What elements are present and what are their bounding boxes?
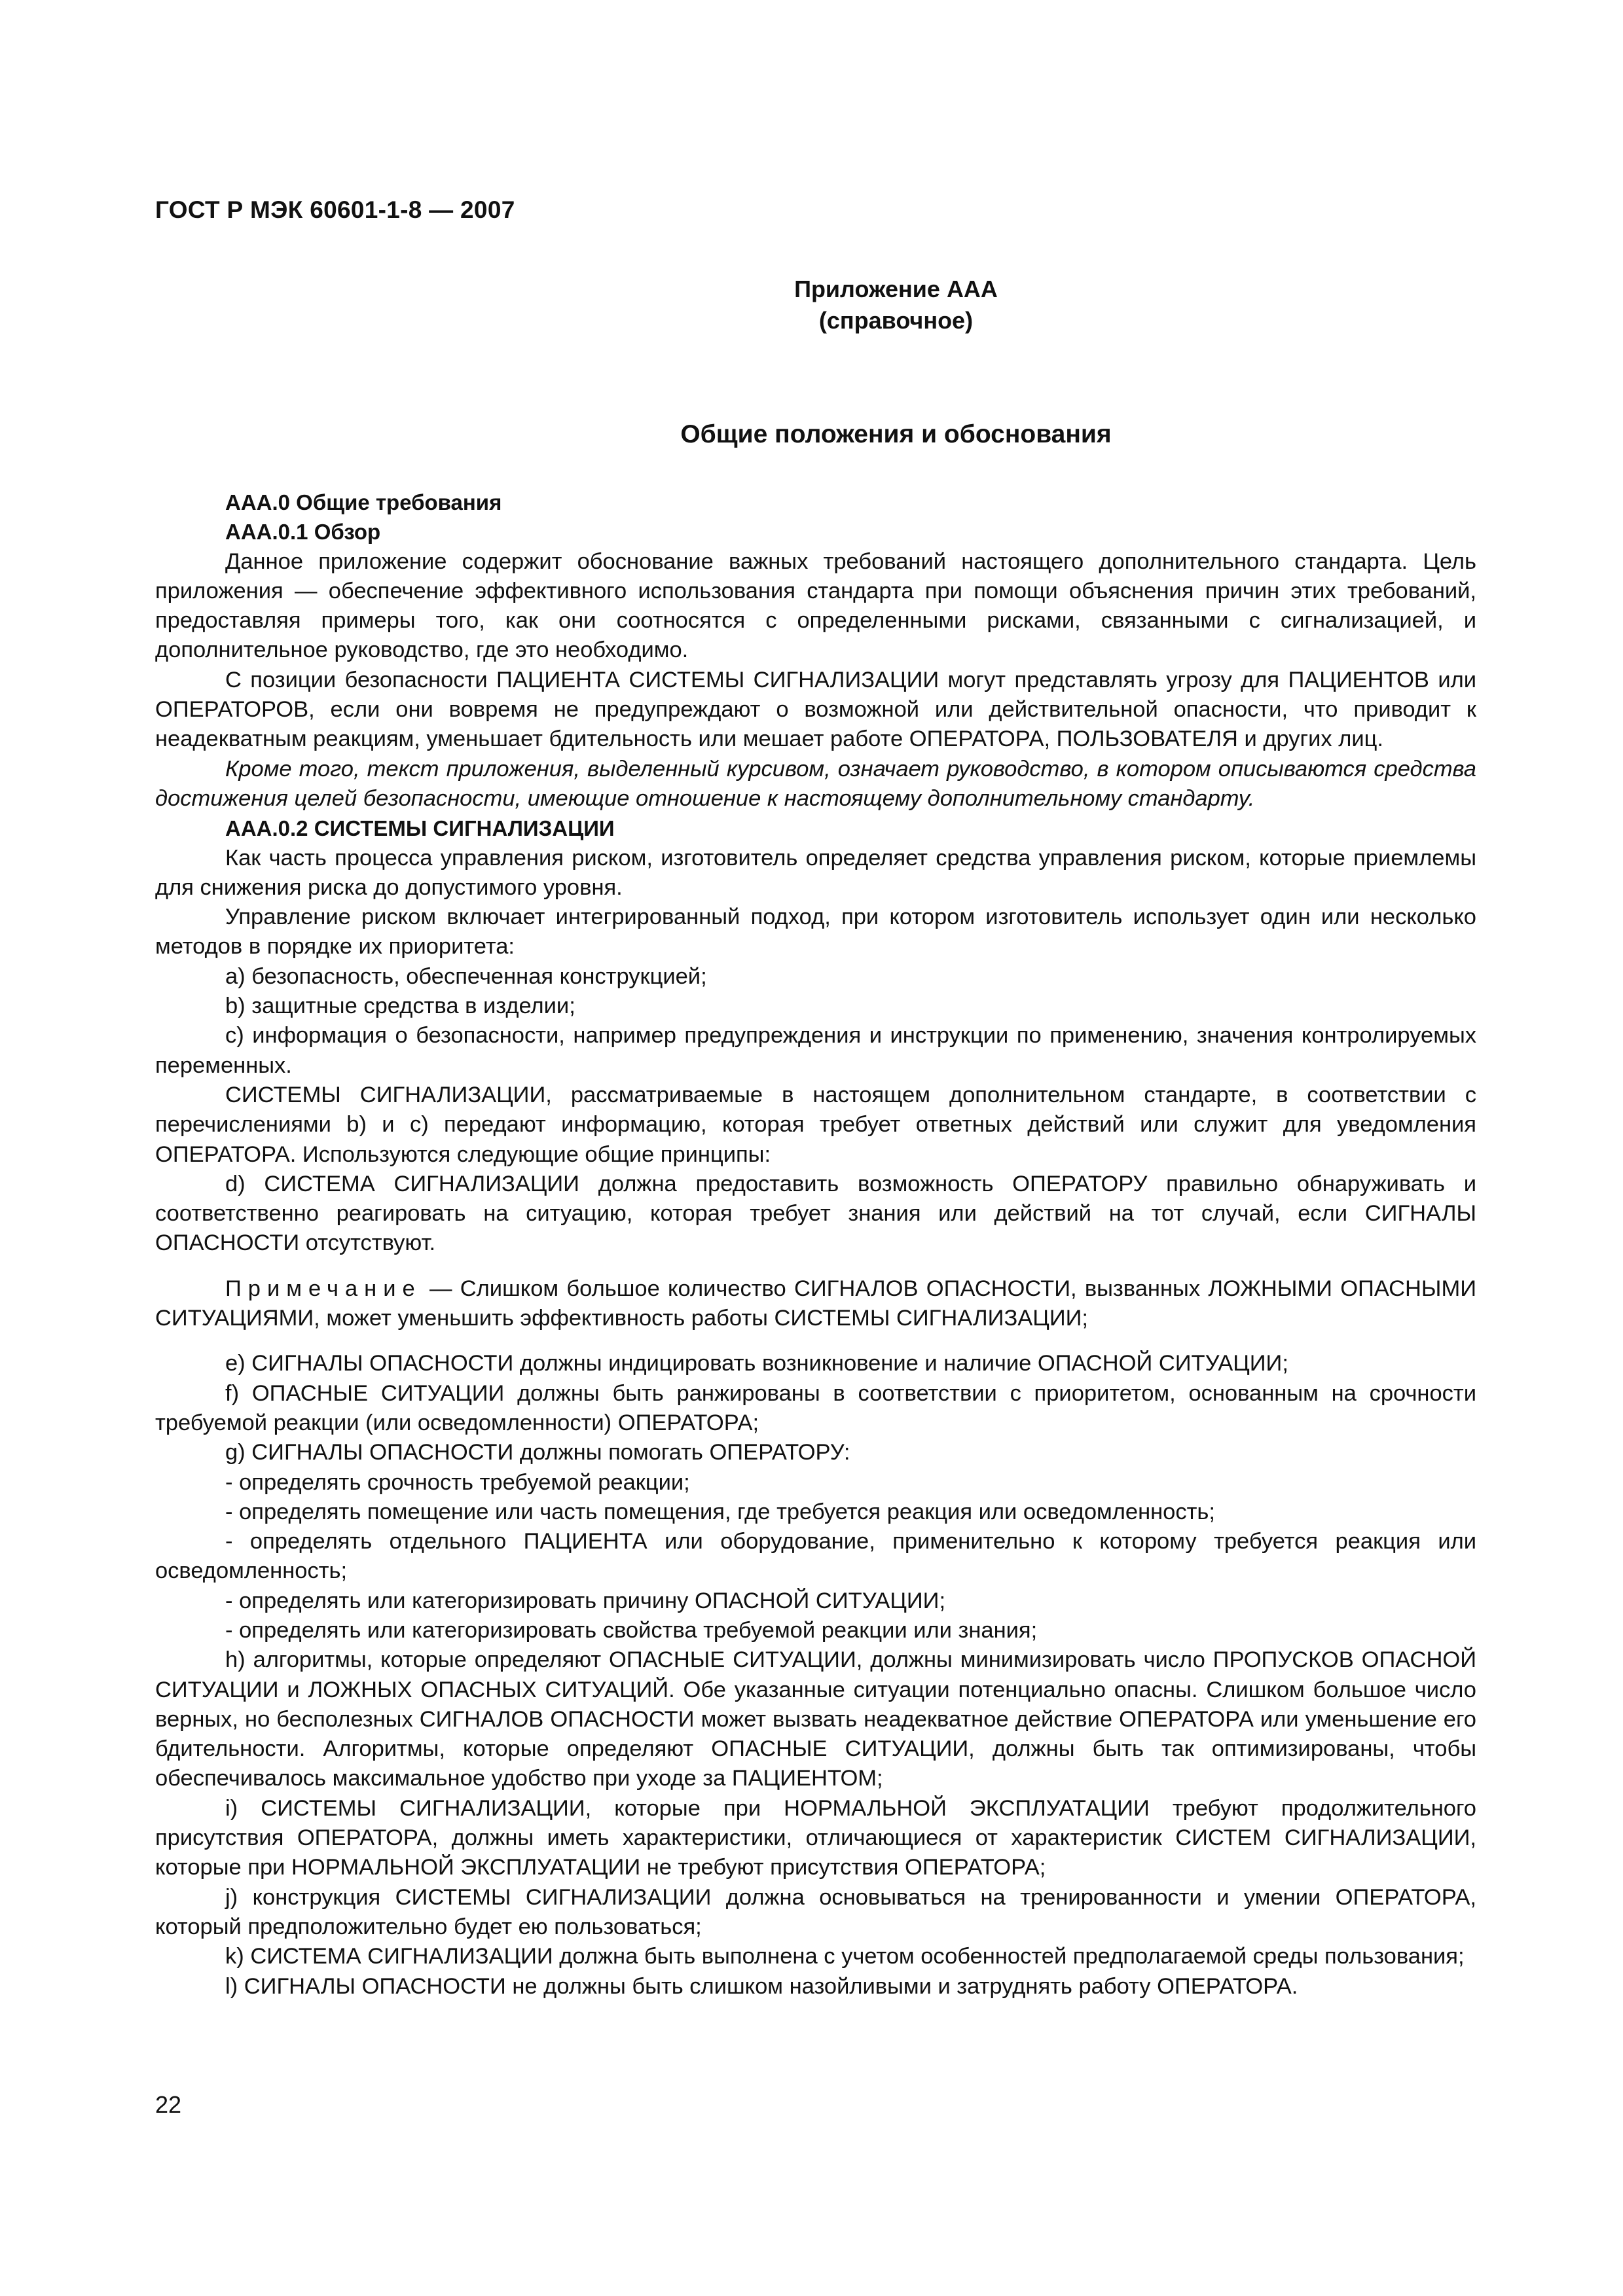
list-item: - определять срочность требуемой реакции; [225, 1469, 690, 1495]
list-item: j) конструкция СИСТЕМЫ СИГНАЛИЗАЦИИ должна основываться на тренированности и умении ОПЕРАТОРА, который предположительно будет ею пользоваться; [155, 1884, 1476, 1939]
list-item: i) СИСТЕМЫ СИГНАЛИЗАЦИИ, которые при НОРМАЛЬНОЙ ЭКСПЛУАТАЦИИ требуют продолжительного присутствия ОПЕРАТОРА, должны иметь характеристики, отличающиеся от характеристик СИСТЕМ СИГНАЛИЗАЦИИ, которые при НОРМАЛЬНОЙ ЭКСПЛУАТАЦИИ не требуют присутствия ОПЕРАТОРА; [155, 1795, 1476, 1880]
list-item: f) ОПАСНЫЕ СИТУАЦИИ должны быть ранжированы в соответствии с приоритетом, основанным на срочности требуемой реакции (или осведомленности) ОПЕРАТОРА; [155, 1380, 1476, 1435]
list-item: k) СИСТЕМА СИГНАЛИЗАЦИИ должна быть выполнена с учетом особенностей предполагаемой среды пользования; [225, 1944, 1465, 1969]
section-heading: ААА.0 Общие требования [225, 490, 502, 514]
appendix-label: Приложение ААА [794, 276, 998, 302]
italic-paragraph: Кроме того, текст приложения, выделенный курсивом, означает руководство, в котором описываются средства достижения целей безопасности, имеющие отношение к настоящему дополнительному стандарту. [155, 756, 1476, 811]
list-item: - определять помещение или часть помещения, где требуется реакция или осведомленность; [225, 1499, 1215, 1524]
note [155, 1274, 1476, 1334]
list-item: c) информация о безопасности, например предупреждения и инструкции по применению, значения контролируемых переменных. [155, 1023, 1476, 1078]
list-item: - определять или категоризировать свойства требуемой реакции или знания; [225, 1617, 1038, 1643]
appendix-heading [0, 274, 1623, 336]
paragraph: Данное приложение содержит обоснование важных требований настоящего дополнительного стандарта. Цель приложения — обеспечение эффективного использования стандарта при помощи объяснения причин этих требований, предоставляя примеры того, как они соотносятся с определенными рисками, связанными с сигнализацией, и дополнительное руководство, где это необходимо. [155, 548, 1476, 663]
list-item: l) СИГНАЛЫ ОПАСНОСТИ не должны быть слишком назойливыми и затруднять работу ОПЕРАТОРА. [225, 1973, 1298, 1999]
note-text: — Слишком большое количество СИГНАЛОВ ОПАСНОСТИ, вызванных ЛОЖНЫМИ ОПАСНЫМИ СИТУАЦИЯМИ, может уменьшить эффективность работы СИСТЕМЫ СИГНАЛИЗАЦИИ; [155, 1276, 1476, 1331]
subsection-heading: ААА.0.2 СИСТЕМЫ СИГНАЛИЗАЦИИ [225, 816, 615, 841]
list-item: a) безопасность, обеспеченная конструкцией; [225, 963, 707, 989]
appendix-type: (справочное) [818, 307, 974, 334]
subsection-heading: ААА.0.1 Обзор [225, 520, 381, 545]
list-item: b) защитные средства в изделии; [225, 994, 575, 1019]
paragraph: Управление риском включает интегрированный подход, при котором изготовитель использует один или несколько методов в порядке их приоритета: [155, 905, 1476, 960]
paragraph: С позиции безопасности ПАЦИЕНТА СИСТЕМЫ СИГНАЛИЗАЦИИ могут представлять угрозу для ПАЦИЕНТОВ или ОПЕРАТОРОВ, если они вовремя не предупреждают о возможной или действительной опасности, что приводит к неадекватным реакциям, уменьшает бдительность или мешает работе ОПЕРАТОРА, ПОЛЬЗОВАТЕЛЯ и других лиц. [155, 667, 1476, 752]
standard-header: ГОСТ Р МЭК 60601-1-8 — 2007 [155, 196, 515, 223]
list-item: e) СИГНАЛЫ ОПАСНОСТИ должны индицировать возникновение и наличие ОПАСНОЙ СИТУАЦИИ; [225, 1351, 1288, 1376]
paragraph: Как часть процесса управления риском, изготовитель определяет средства управления риском, которые приемлемы для снижения риска до допустимого уровня. [155, 845, 1476, 900]
page-number: 22 [155, 2091, 182, 2118]
list-item: h) алгоритмы, которые определяют ОПАСНЫЕ СИТУАЦИИ, должны минимизировать число ПРОПУСКОВ ОПАСНОЙ СИТУАЦИИ и ЛОЖНЫХ ОПАСНЫХ СИТУАЦИЙ. Обе указанные ситуации потенциально опасны. Слишком большое число верных, но бесполезных СИГНАЛОВ ОПАСНОСТИ может вызвать неадекватное действие ОПЕРАТОРА или уменьшение его бдительности. Алгоритмы, которые определяют ОПАСНЫЕ СИТУАЦИИ, должны быть так оптимизированы, чтобы обеспечивалось максимальное удобство при уходе за ПАЦИЕНТОМ; [155, 1647, 1476, 1791]
list-item: - определять или категоризировать причину ОПАСНОЙ СИТУАЦИИ; [225, 1588, 946, 1613]
list-item: g) СИГНАЛЫ ОПАСНОСТИ должны помогать ОПЕРАТОРУ: [225, 1440, 850, 1465]
page-title: Общие положения и обоснования [680, 420, 1112, 448]
list-item: d) СИСТЕМА СИГНАЛИЗАЦИИ должна предоставить возможность ОПЕРАТОРУ правильно обнаруживать и соответственно реагировать на ситуацию, которая требует знания или действий на тот случай, если СИГНАЛЫ ОПАСНОСТИ отсутствуют. [155, 1171, 1476, 1256]
note-label: Примечание [225, 1276, 422, 1301]
document-body [155, 488, 1476, 2001]
paragraph: СИСТЕМЫ СИГНАЛИЗАЦИИ, рассматриваемые в настоящем дополнительном стандарте, в соответствии с перечислениями b) и c) передают информацию, которая требует ответных действий или служит для уведомления ОПЕРАТОРА. Используются следующие общие принципы: [155, 1082, 1476, 1167]
list-item: - определять отдельного ПАЦИЕНТА или оборудование, применительно к которому требуется реакция или осведомленность; [155, 1529, 1476, 1584]
